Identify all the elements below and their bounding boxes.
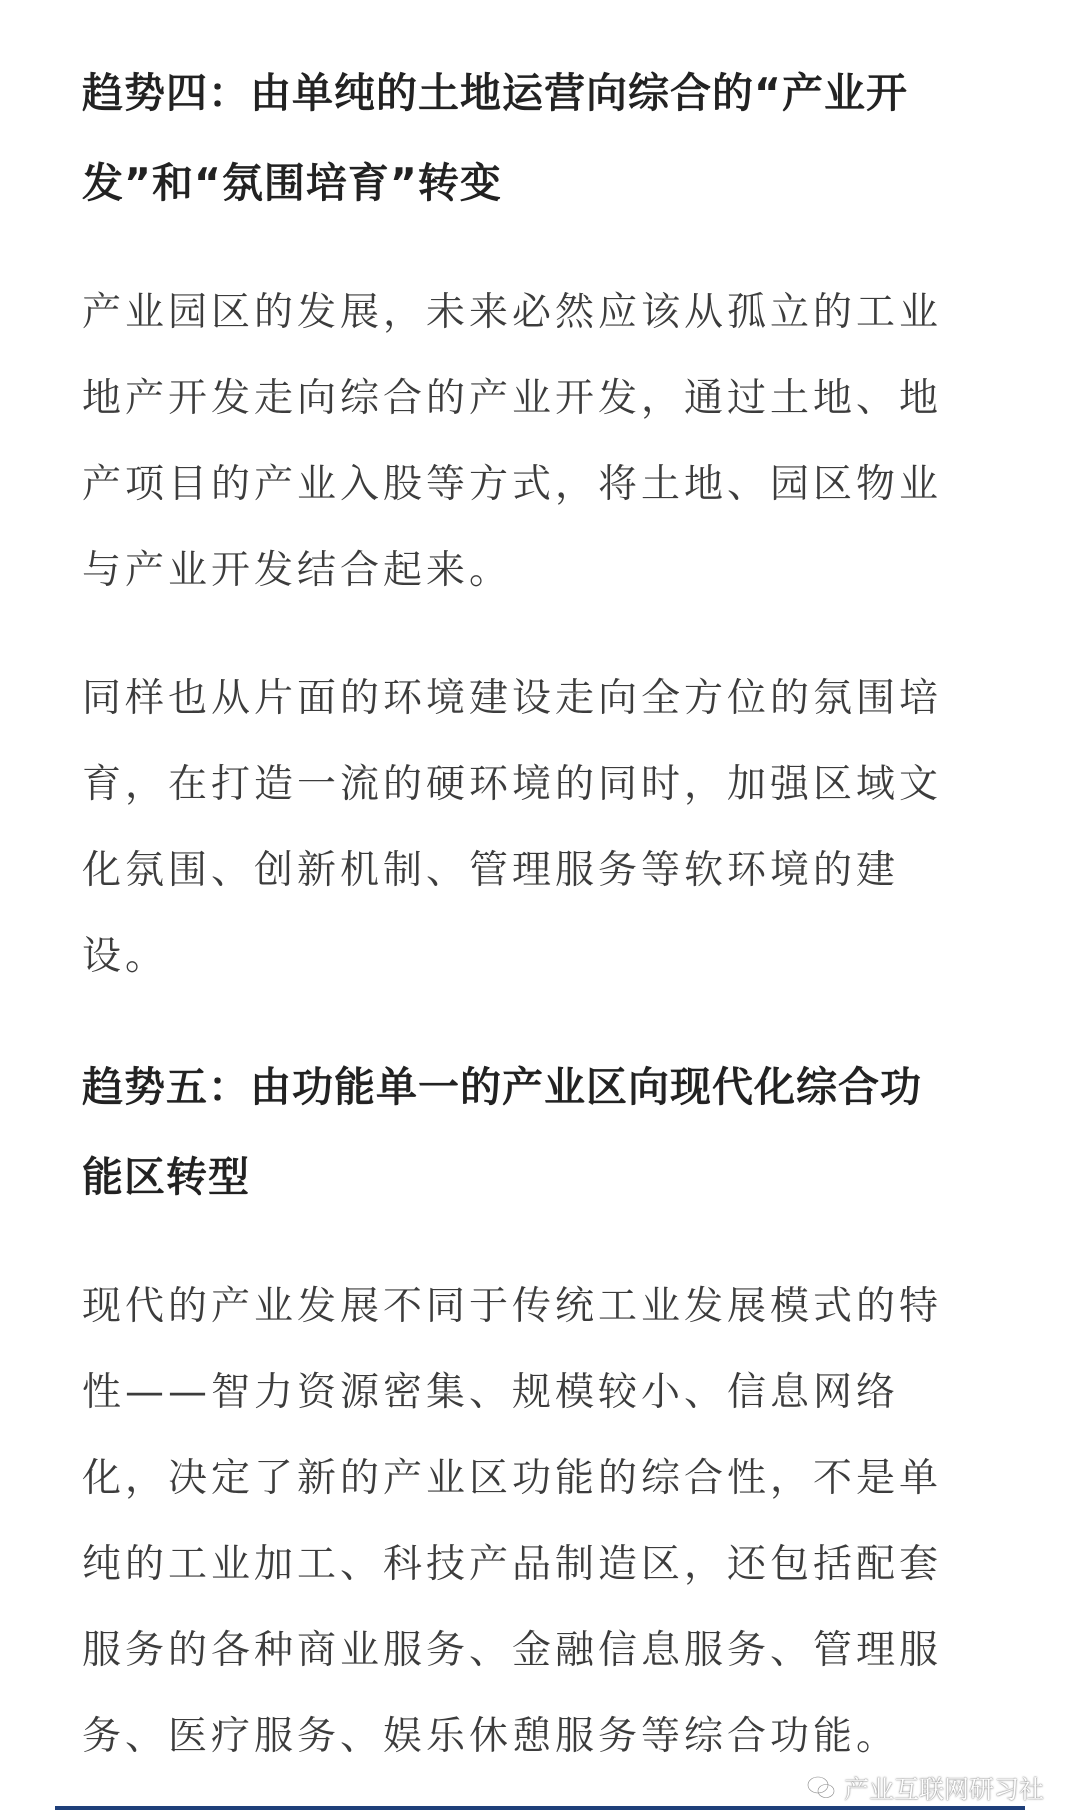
wechat-icon <box>806 1775 836 1801</box>
text-line: 化氛围、创新机制、管理服务等软环境的建 <box>82 848 900 893</box>
paragraph <box>82 656 1002 1000</box>
watermark-text: 产业互联网研习社 <box>843 1775 1044 1804</box>
text-line: 育，在打造一流的硬环境的同时，加强区域文 <box>82 762 943 807</box>
paragraph <box>82 270 1002 614</box>
paragraph <box>82 1264 1002 1780</box>
text-line: 同样也从片面的环境建设走向全方位的氛围培 <box>82 676 943 721</box>
heading-line: 发”和“氛围培育”转变 <box>82 159 502 207</box>
heading-line: 趋势四：由单纯的土地运营向综合的“产业开 <box>82 69 908 117</box>
text-line: 产项目的产业入股等方式，将土地、园区物业 <box>82 462 943 507</box>
article-body <box>82 48 1002 1780</box>
text-line: 地产开发走向综合的产业开发，通过土地、地 <box>82 376 943 421</box>
section-heading-trend-4 <box>82 48 1002 228</box>
text-line: 纯的工业加工、科技产品制造区，还包括配套 <box>82 1542 943 1587</box>
text-line: 服务的各种商业服务、金融信息服务、管理服 <box>82 1628 943 1673</box>
text-line: 现代的产业发展不同于传统工业发展模式的特 <box>82 1284 943 1329</box>
source-watermark <box>806 1770 1044 1806</box>
text-line: 化，决定了新的产业区功能的综合性，不是单 <box>82 1456 943 1501</box>
heading-line: 趋势五：由功能单一的产业区向现代化综合功 <box>82 1063 922 1111</box>
text-line: 与产业开发结合起来。 <box>82 548 513 593</box>
bottom-divider <box>55 1806 1025 1810</box>
text-line: 产业园区的发展，未来必然应该从孤立的工业 <box>82 290 943 335</box>
heading-line: 能区转型 <box>82 1153 250 1201</box>
text-line: 务、医疗服务、娱乐休憩服务等综合功能。 <box>82 1714 900 1759</box>
text-line: 设。 <box>82 934 169 979</box>
text-line: 性——智力资源密集、规模较小、信息网络 <box>82 1370 900 1415</box>
section-heading-trend-5 <box>82 1042 1002 1222</box>
